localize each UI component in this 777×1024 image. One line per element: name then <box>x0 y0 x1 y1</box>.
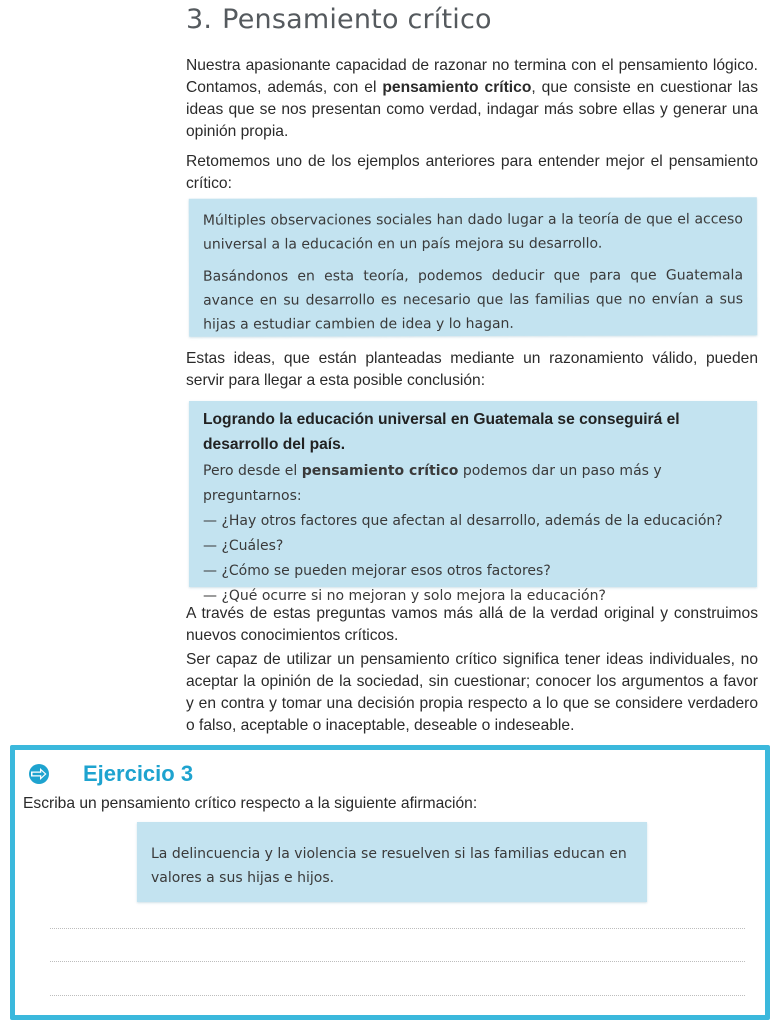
question-item: — ¿Hay otros factores que afectan al desarrollo, además de la educación? <box>203 513 723 529</box>
closing-paragraph-2-text: Ser capaz de utilizar un pensamiento crítico significa tener ideas individuales, no aceptar la opinión de la sociedad, sin cuestionar; conocer los argumentos a favor y en contra y tomar una decisión propia respecto a lo que se considere verdadero o falso, aceptable o inaceptable, deseable o indeseable. <box>186 651 758 734</box>
question-item: — ¿Cómo se pueden mejorar esos otros factores? <box>203 563 551 579</box>
question-item: — ¿Cuáles? <box>203 538 284 554</box>
exercise-instruction: Escriba un pensamiento crítico respecto a la siguiente afirmación: <box>23 795 478 812</box>
exercise-header <box>28 761 193 787</box>
question-intro-text-cont: podemos dar un paso más y preguntarnos: <box>203 463 662 504</box>
example-paragraph-2: Basándonos en esta teoría, podemos deducir que para que Guatemala avance en su desarrollo es necesario que las familias que no envían a sus hijas a estudiar cambien de idea y lo hagan. <box>203 267 744 333</box>
conclusion-box <box>189 401 757 604</box>
closing-paragraph-2 <box>186 649 758 737</box>
statement-box <box>137 822 647 902</box>
intro-text-cont: , que consiste en cuestionar las ideas que se nos presentan como verdad, indagar más sobre ellas y generar una opinión propia. <box>186 79 758 140</box>
intro-text: Nuestra apasionante capacidad de razonar no termina con el pensamiento lógico. Contamos, además, con el <box>186 57 758 96</box>
answer-line[interactable] <box>50 995 745 996</box>
conclusion-lead: Logrando la educación universal en Guatemala se conseguirá el desarrollo del país. <box>203 411 680 453</box>
intro-paragraph-2 <box>186 151 758 195</box>
section-title-text: Pensamiento crítico <box>222 4 492 35</box>
bold-term: pensamiento crítico <box>301 463 459 479</box>
answer-line[interactable] <box>50 928 745 929</box>
bridge-paragraph <box>186 348 758 392</box>
intro-paragraph-2-text: Retomemos uno de los ejemplos anteriores para entender mejor el pensamiento crítico: <box>186 153 758 192</box>
arrow-right-circle-icon <box>28 763 50 785</box>
answer-line[interactable] <box>50 961 745 962</box>
example-box <box>189 197 757 336</box>
section-number: 3. <box>186 4 213 35</box>
closing-paragraph-1 <box>186 603 758 647</box>
question-item: — ¿Qué ocurre si no mejoran y solo mejora la educación? <box>203 588 606 604</box>
exercise-title: Ejercicio 3 <box>83 761 194 786</box>
question-list <box>203 459 743 609</box>
question-intro <box>203 459 743 509</box>
question-intro-text: Pero desde el <box>203 463 302 479</box>
closing-paragraph-1-text: A través de estas preguntas vamos más allá de la verdad original y construimos nuevos conocimientos críticos. <box>186 605 758 644</box>
intro-paragraph-1 <box>186 55 758 143</box>
bold-term: pensamiento crítico <box>382 79 532 96</box>
bridge-text: Estas ideas, que están planteadas mediante un razonamiento válido, pueden servir para llegar a esta posible conclusión: <box>186 350 758 389</box>
statement-text: La delincuencia y la violencia se resuelven si las familias educan en valores a sus hijas e hijos. <box>151 846 627 886</box>
section-title <box>186 4 492 35</box>
example-paragraph-1: Múltiples observaciones sociales han dado lugar a la teoría de que el acceso universal a la educación en un país mejora su desarrollo. <box>202 211 743 253</box>
